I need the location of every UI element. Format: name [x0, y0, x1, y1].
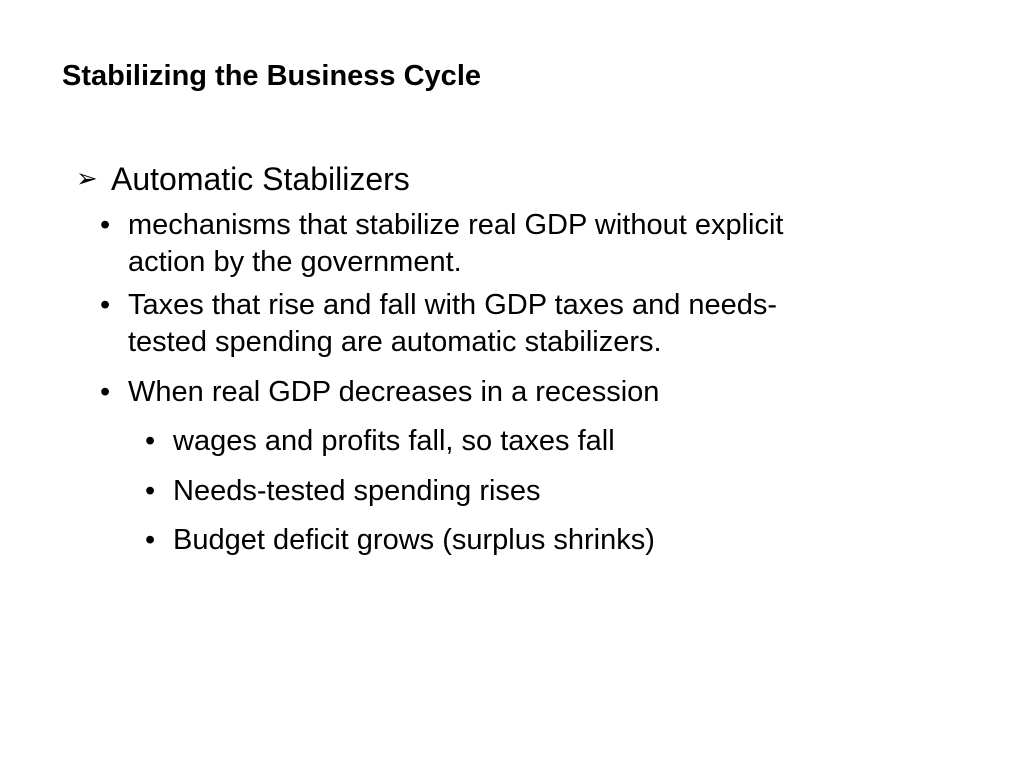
bullet-text-line: When real GDP decreases in a recession: [128, 376, 660, 408]
arrow-bullet-icon: ➢: [76, 164, 98, 194]
bullet-dot-icon: •: [100, 376, 111, 408]
sub-bullet-text: Budget deficit grows (surplus shrinks): [173, 524, 655, 556]
bullet-text-line: Taxes that rise and fall with GDP taxes and needs-: [128, 289, 778, 321]
bullet-dot-icon: •: [100, 209, 111, 241]
slide-title: Stabilizing the Business Cycle: [62, 60, 481, 92]
sub-bullet-text: Needs-tested spending rises: [173, 475, 541, 507]
heading-text: Automatic Stabilizers: [111, 161, 410, 197]
bullet-dot-icon: •: [100, 289, 111, 321]
bullet-dot-icon: •: [145, 524, 156, 556]
bullet-dot-icon: •: [145, 425, 156, 457]
bullet-dot-icon: •: [145, 475, 156, 507]
sub-bullet-text: wages and profits fall, so taxes fall: [173, 425, 615, 457]
bullet-text-line: tested spending are automatic stabilizers.: [128, 326, 662, 358]
bullet-text-line: mechanisms that stabilize real GDP without explicit: [128, 209, 784, 241]
bullet-text-line: action by the government.: [128, 246, 462, 278]
